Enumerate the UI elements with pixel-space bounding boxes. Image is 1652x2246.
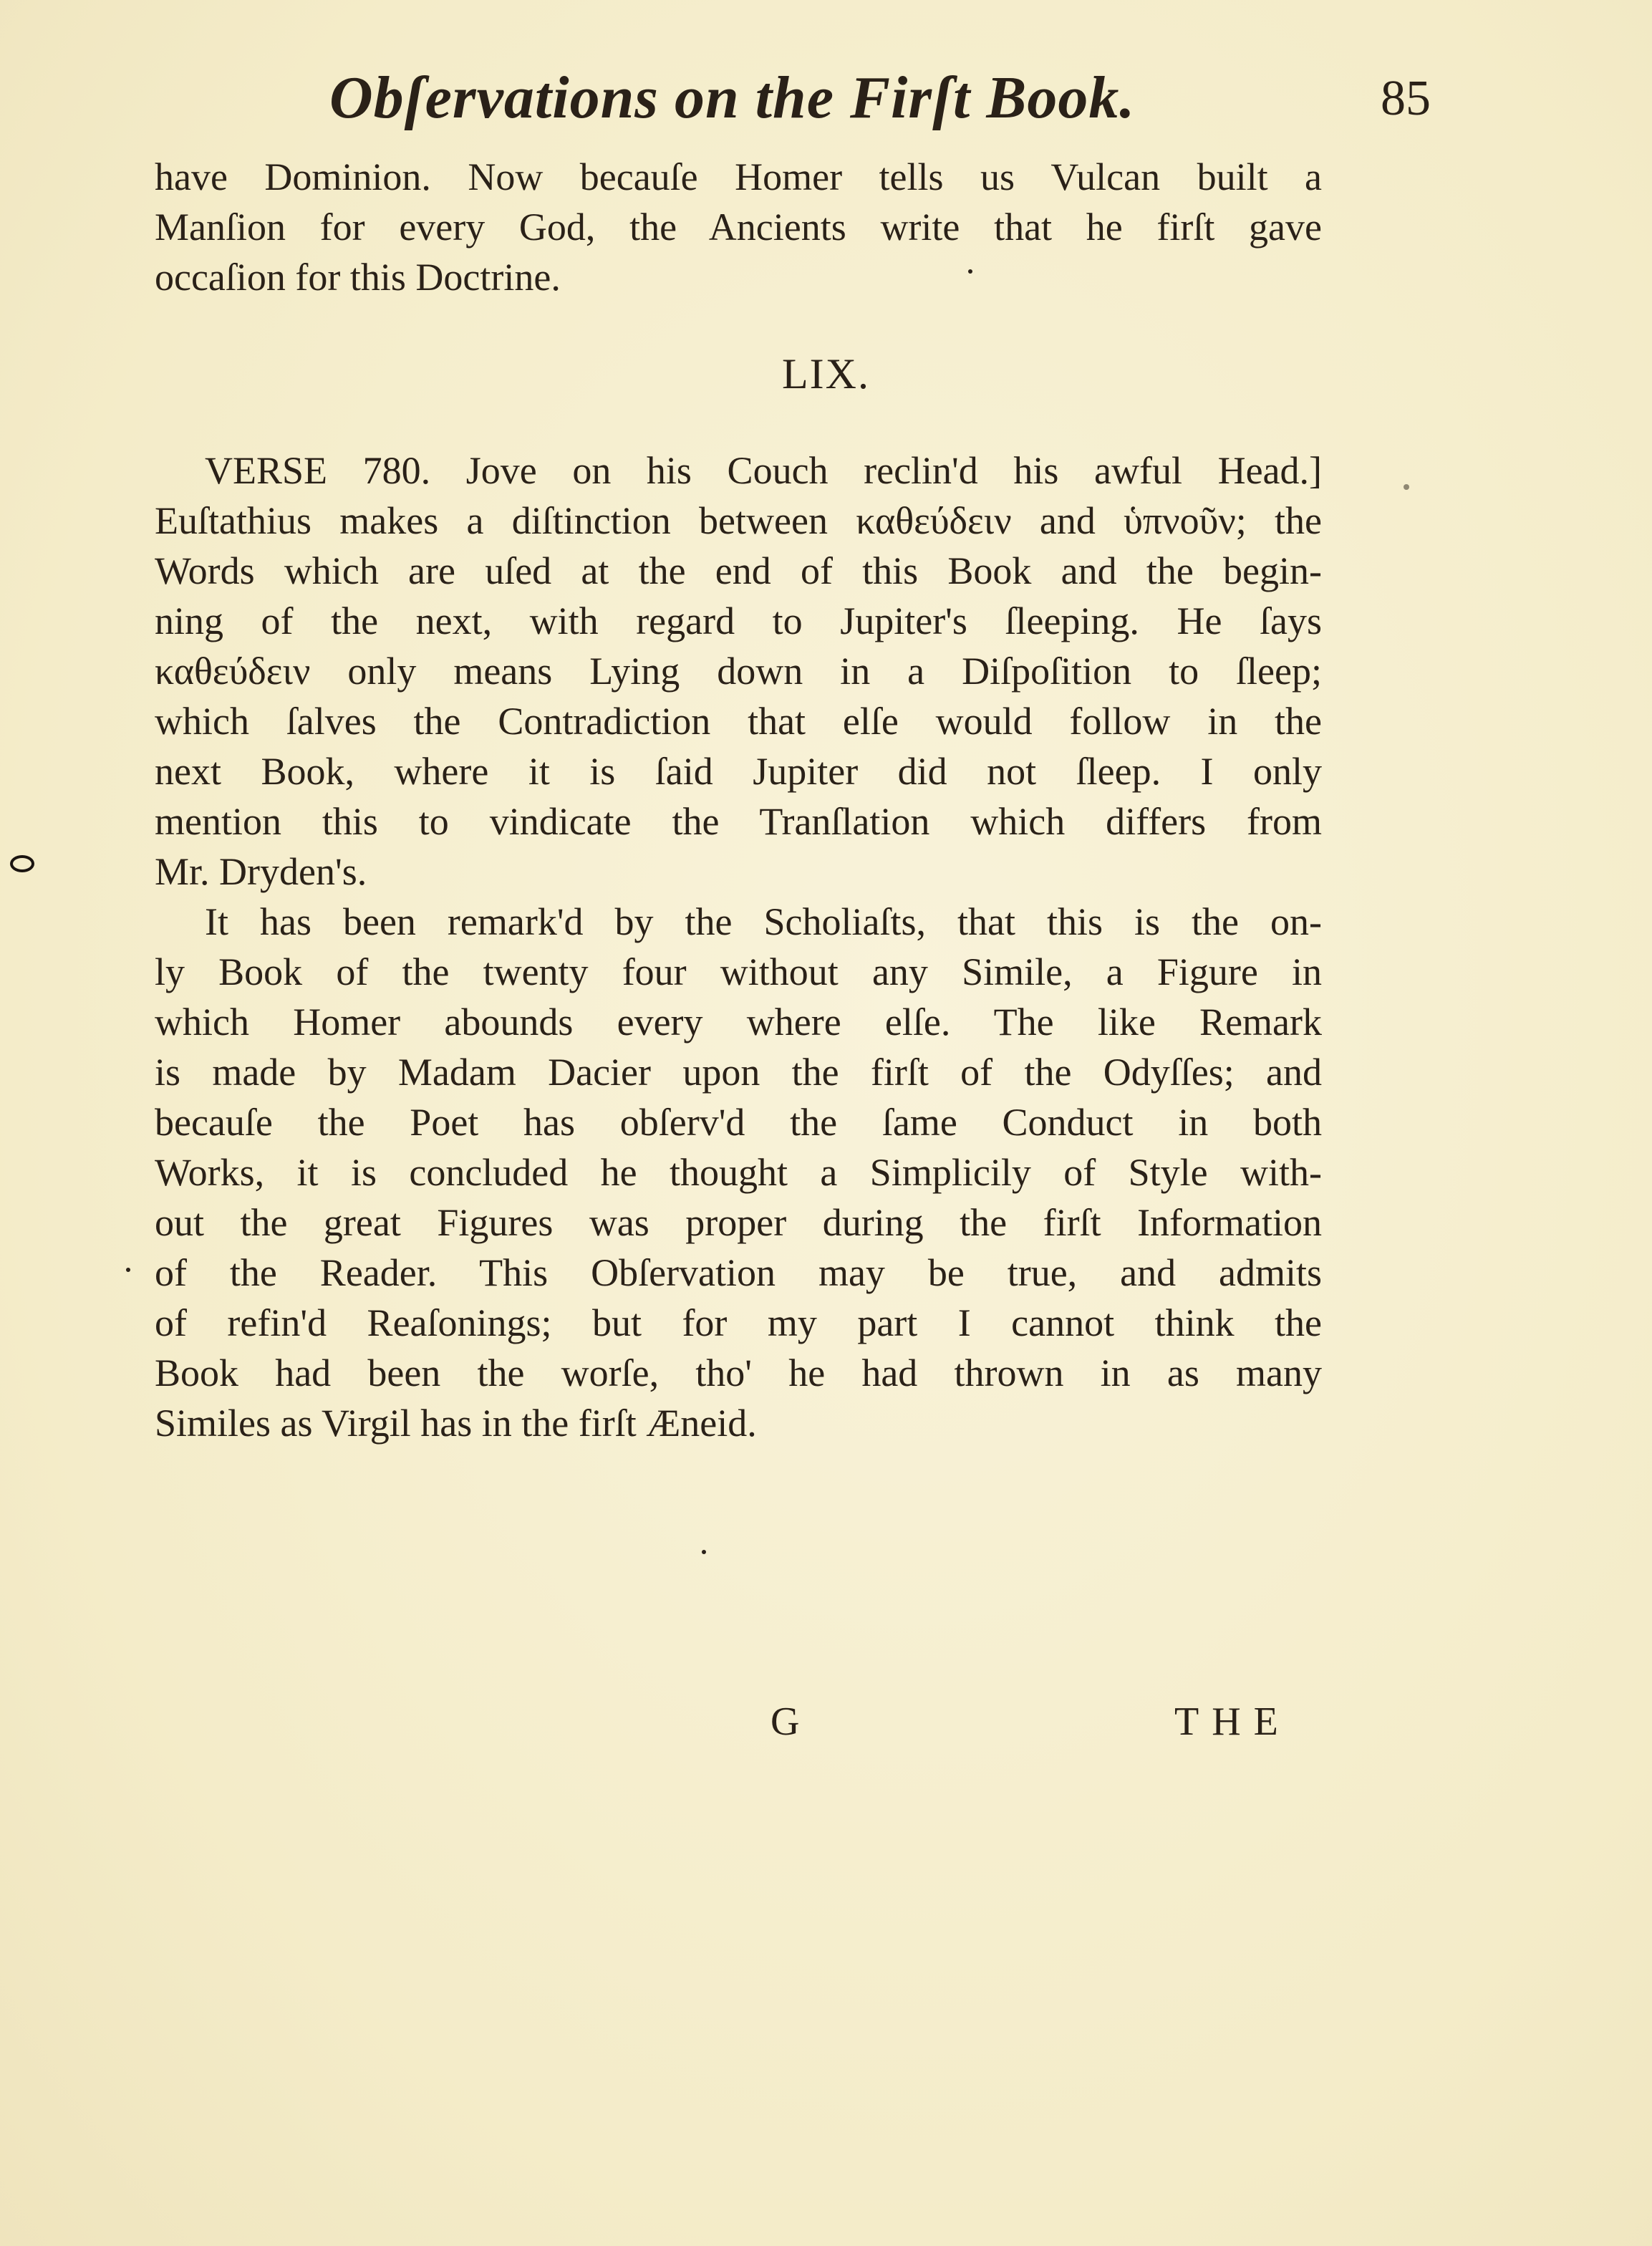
text-line: Mr. Dryden's. xyxy=(155,850,367,893)
ink-speck xyxy=(702,1550,706,1554)
signature-mark: G xyxy=(771,1700,800,1744)
note-body xyxy=(155,445,1322,1448)
ink-speck xyxy=(126,1268,130,1272)
ink-speck xyxy=(968,269,972,274)
text-line: mention this to vindicate the Tranſlation which differs from xyxy=(155,800,1322,843)
text-line: occaſion for this Doctrine. xyxy=(155,256,561,299)
text-line: is made by Madam Dacier upon the firſt of the Odyſſes; and xyxy=(155,1051,1322,1094)
text-line: Words which are uſed at the end of this Book and the begin- xyxy=(155,549,1322,592)
text-line: which ſalves the Contradiction that elſe would follow in the xyxy=(155,700,1322,743)
text-line: of the Reader. This Obſervation may be true, and admits xyxy=(155,1251,1322,1294)
text-line: Manſion for every God, the Ancients write that he firſt gave xyxy=(155,206,1322,249)
text-line: Euſtathius makes a diſtinction between καθεύδειν and ὑπνοῦν; the xyxy=(155,499,1322,542)
text-line: have Dominion. Now becauſe Homer tells us Vulcan built a xyxy=(155,155,1322,198)
catchword: THE xyxy=(1174,1700,1291,1744)
text-line: out the great Figures was proper during the firſt Information xyxy=(155,1201,1322,1244)
paragraph-first-line: It has been remark'd by the Scholiaſts, that this is the on- xyxy=(205,900,1322,943)
text-line: Similes as Virgil has in the firſt Æneid. xyxy=(155,1402,757,1445)
text-line: ning of the next, with regard to Jupiter's ſleeping. He ſays xyxy=(155,599,1322,642)
text-line: becauſe the Poet has obſerv'd the ſame Conduct in both xyxy=(155,1101,1322,1144)
binding-mark xyxy=(10,855,34,872)
text-line: Book had been the worſe, tho' he had thrown in as many xyxy=(155,1351,1322,1394)
text-line: of refin'd Reaſonings; but for my part I cannot think the xyxy=(155,1301,1322,1344)
text-line: ly Book of the twenty four without any Simile, a Figure in xyxy=(155,950,1322,993)
verse-reference-line: VERSE 780. Jove on his Couch reclin'd his awful Head.] xyxy=(205,449,1322,492)
ink-speck xyxy=(1404,484,1409,490)
text-line: Works, it is concluded he thought a Simplicily of Style with- xyxy=(155,1151,1322,1194)
section-heading: LIX. xyxy=(782,350,870,397)
text-line: which Homer abounds every where elſe. The like Remark xyxy=(155,1001,1322,1044)
top-paragraph xyxy=(155,152,1322,302)
running-head: Obſervations on the Firſt Book. xyxy=(329,64,1136,131)
page-number: 85 xyxy=(1381,71,1431,126)
text-line: καθεύδειν only means Lying down in a Diſpoſition to ſleep; xyxy=(155,650,1322,693)
text-line: next Book, where it is ſaid Jupiter did not ſleep. I only xyxy=(155,750,1322,793)
